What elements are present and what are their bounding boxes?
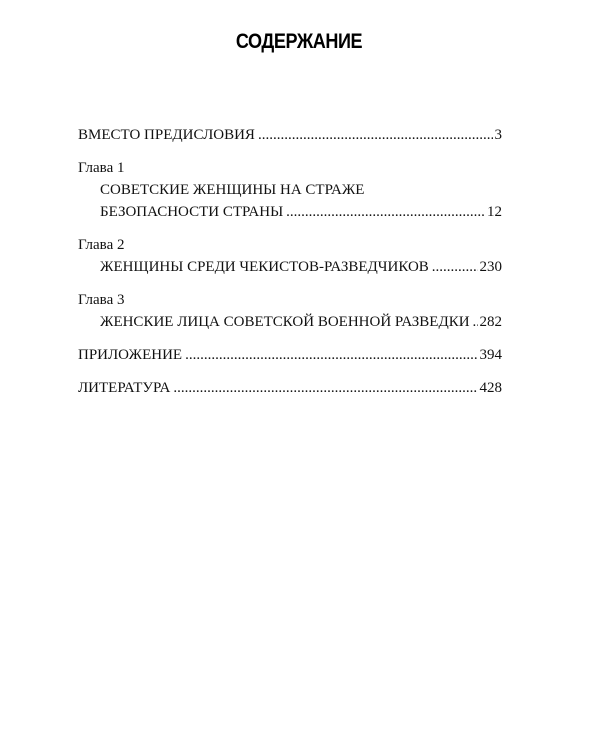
dot-leader xyxy=(432,256,478,278)
toc-entry-label: ВМЕСТО ПРЕДИСЛОВИЯ xyxy=(78,127,255,143)
toc-entry-label: ПРИЛОЖЕНИЕ xyxy=(78,347,183,363)
table-of-contents xyxy=(78,124,502,399)
toc-entry-preface[interactable] xyxy=(78,124,502,146)
toc-entry-label: ЛИТЕРАТУРА xyxy=(78,380,171,396)
chapter-1-title-line-1[interactable]: СОВЕТСКИЕ ЖЕНЩИНЫ НА СТРАЖЕ xyxy=(100,182,365,198)
toc-page-number: 12 xyxy=(487,204,502,220)
dot-leader xyxy=(258,124,493,146)
dot-leader xyxy=(185,344,477,366)
chapter-3-title: ЖЕНСКИЕ ЛИЦА СОВЕТСКОЙ ВОЕННОЙ РАЗВЕДКИ xyxy=(100,314,470,330)
page-title: СОДЕРЖАНИЕ xyxy=(235,30,363,53)
toc-entry-chapter-1[interactable] xyxy=(78,201,502,223)
chapter-3-label: Глава 3 xyxy=(78,292,125,308)
spacer xyxy=(78,223,502,234)
chapter-2-title: ЖЕНЩИНЫ СРЕДИ ЧЕКИСТОВ-РАЗВЕДЧИКОВ xyxy=(100,259,429,275)
toc-entry-chapter-3[interactable] xyxy=(78,311,502,333)
chapter-1-title-line-2: БЕЗОПАСНОСТИ СТРАНЫ xyxy=(100,204,284,220)
dot-leader xyxy=(286,201,485,223)
spacer xyxy=(78,146,502,157)
spacer xyxy=(78,366,502,377)
toc-entry-literature[interactable] xyxy=(78,377,502,399)
toc-entry-appendix[interactable] xyxy=(78,344,502,366)
toc-page-number: 3 xyxy=(494,127,502,143)
toc-entry-chapter-2[interactable] xyxy=(78,256,502,278)
chapter-2-label: Глава 2 xyxy=(78,237,125,253)
toc-page-number: 230 xyxy=(479,259,502,275)
dot-leader xyxy=(173,377,477,399)
toc-page-number: 394 xyxy=(479,347,502,363)
toc-page-number: 428 xyxy=(479,380,502,396)
spacer xyxy=(78,333,502,344)
chapter-1-label: Глава 1 xyxy=(78,160,125,176)
toc-page-number: 282 xyxy=(479,314,502,330)
dot-leader xyxy=(473,311,478,333)
spacer xyxy=(78,278,502,289)
